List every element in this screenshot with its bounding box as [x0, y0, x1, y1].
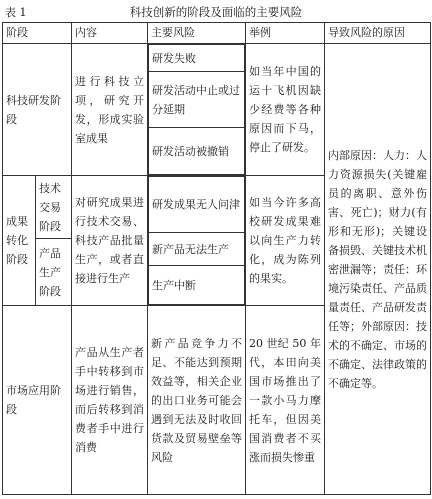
cause-cell: 内部原因：人力：人力资源损失(关键雇员的离职、意外伤害、死亡)；财力(有形和无形)；关键设备损毁、关键技术机密泄漏等；责任：环境污染责任、产品质量责任、产品研发责任等；外部原因：技术的不确定、市场的不确定、法律政策的不确定等。 — [325, 44, 431, 495]
risks-transform — [148, 176, 246, 306]
risk-item: 研发活动被撤销 — [149, 128, 245, 175]
row-rd — [3, 44, 431, 176]
stage-transform: 成果转化阶段 — [3, 176, 36, 306]
risk-item: 研发活动中止或过分延期 — [149, 72, 245, 128]
stage-market: 市场应用阶段 — [3, 306, 72, 495]
content-market: 产品从生产者手中转移到市场进行销售，而后转移到消费者手中进行消费 — [72, 306, 148, 495]
stage-rd: 科技研发阶段 — [3, 44, 72, 176]
example-transform: 如当今许多高校研发成果难以向生产力转化，成为陈列的果实。 — [246, 176, 325, 306]
substage-tech-trade: 技术交易阶段 — [36, 176, 72, 239]
header-stage: 阶段 — [3, 23, 72, 44]
content-transform: 对研究成果进行技术交易、科技产品批量生产，或者直接进行生产 — [72, 176, 148, 306]
example-rd: 如当年中国的运十飞机因缺少经费等各种原因而下马，停止了研发。 — [246, 44, 325, 176]
content-rd: 进行科技立项，研究开发，形成实验室成果 — [72, 44, 148, 176]
table-caption — [0, 0, 432, 22]
risk-market: 新产品竞争力不足、不能达到预期效益等，相关企业的出口业务可能会遇到无法及时收回货款及贸易壁垒等风险 — [148, 306, 246, 495]
risk-table — [2, 22, 431, 495]
header-cause: 导致风险的原因 — [325, 23, 431, 44]
header-row — [3, 23, 431, 44]
header-example: 举例 — [246, 23, 325, 44]
substage-production: 产品生产阶段 — [36, 239, 72, 306]
risk-item: 生产中断 — [149, 266, 245, 305]
risk-item: 新产品无法生产 — [149, 233, 245, 266]
table-title: 科技创新的阶段及面临的主要风险 — [129, 5, 303, 19]
header-risk: 主要风险 — [148, 23, 246, 44]
risks-rd — [148, 44, 246, 176]
header-content: 内容 — [72, 23, 148, 44]
risk-item: 研发成果无人问津 — [149, 177, 245, 233]
example-market: 20 世纪 50 年代，本田向美国市场推出了一款小马力摩托车，但因美国消费者不买涨而损失惨重 — [246, 306, 325, 495]
risk-item: 研发失败 — [149, 45, 245, 72]
table-number: 表 1 — [5, 6, 27, 19]
